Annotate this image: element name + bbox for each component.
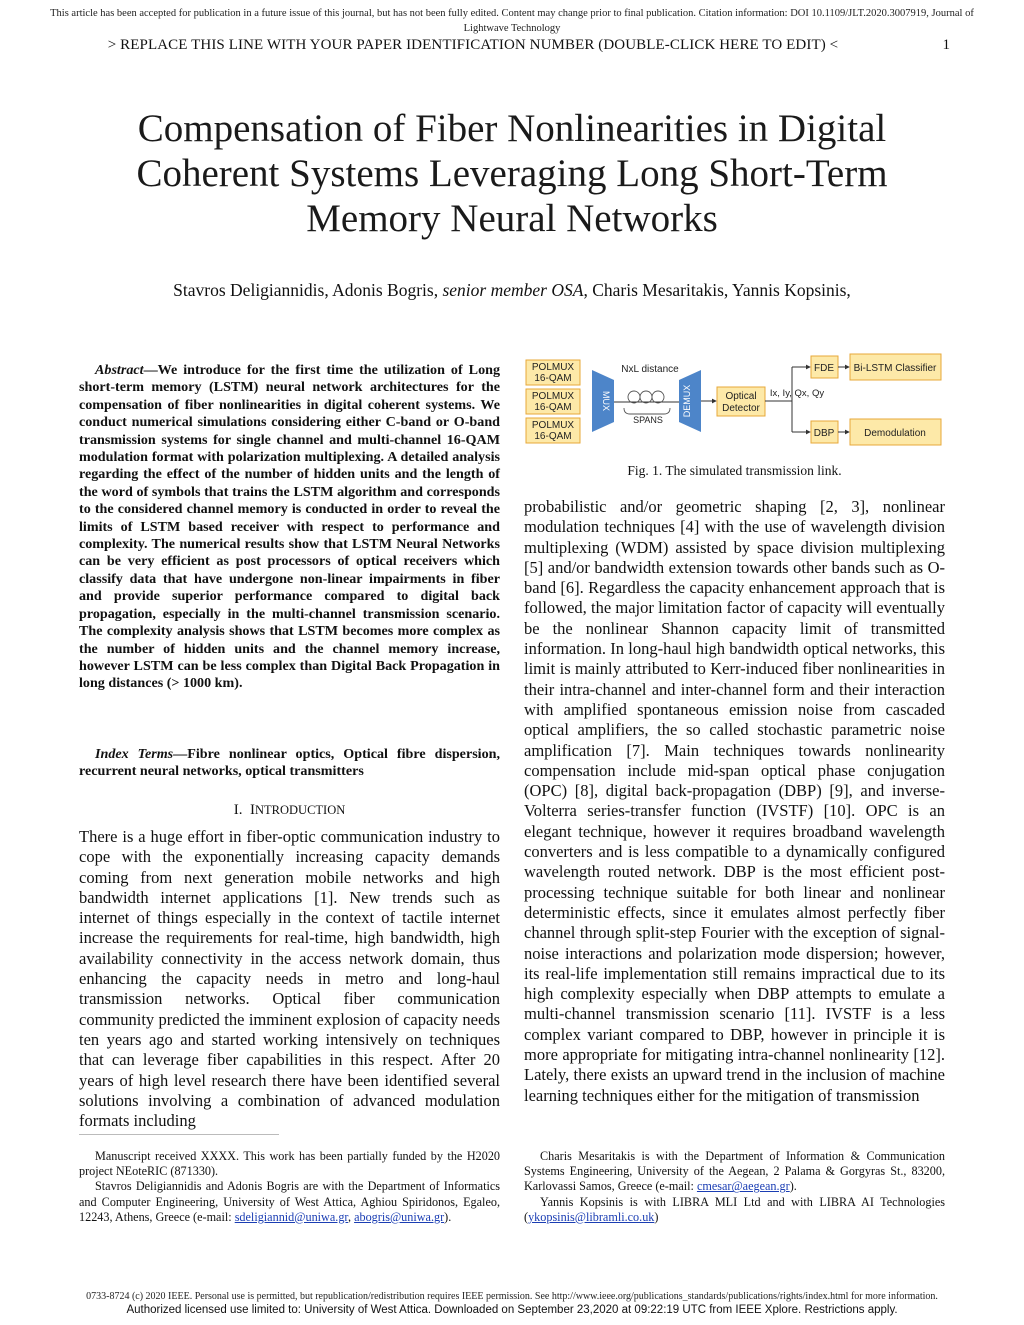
abstract-text: —We introduce for the first time the utilization of Long short-term memory (LSTM) neural network architectures for the compensation of fiber nonlinearities in digital coherent systems. We conduct numerical simulations considering either C-band or O-band transmission systems for single channel and multi-channel 16-QAM modulation format with polarization multiplexing. A detailed analysis regarding the effect of the number of hidden units and the length of the word of symbols that trains the LSTM algorithm and corresponds to the considered channel memory is conducted in order to reveal the limits of LSTM based receiver with respect to performance and complexity. The numerical results show that LSTM Neural Networks can be very efficient as post processors of optical receivers which classify data that have undergone non-linear impairments in fiber and provide superior performance compared to digital back propagation, especially in the multi-channel transmission scenario. The complexity analysis shows that LSTM becomes more complex as the number of hidden units and the channel memory increase, however LSTM can be less complex than Digital Back Propagation in long distances (> 1000 km). — [79, 362, 500, 692]
running-head: > REPLACE THIS LINE WITH YOUR PAPER IDENTIFICATION NUMBER (DOUBLE-CLICK HERE TO EDIT) < — [107, 37, 839, 53]
abstract — [79, 362, 500, 693]
footnote-affiliation-aegean — [524, 1149, 945, 1195]
footnote-libra-text: Yannis Kopsinis is with LIBRA MLI Ltd and with LIBRA AI Technologies ( — [524, 1194, 945, 1224]
footnote-rule — [79, 1134, 279, 1135]
footnote-uniwa-end: ). — [444, 1209, 452, 1224]
spans-brace — [624, 408, 670, 414]
index-terms-text: —Fibre nonlinear optics, Optical fibre dispersion, recurrent neural networks, optical transmitters — [79, 746, 501, 780]
classifier-label: Bi-LSTM Classifier — [853, 363, 937, 374]
section-number: I. — [233, 802, 243, 818]
footnote-aegean-text: Charis Mesaritakis is with the Department of Information & Communication Systems Engineering, University of the Aegean, 2 Palama & Gorgyras St., 83200, Karlovassi Samos, Greece (e-mail: — [524, 1149, 945, 1194]
detector-outputs-label: Ix, Iy, Qx, Qy — [769, 388, 825, 399]
author-list — [80, 280, 944, 301]
intro-paragraph-right: probabilistic and/or geometric shaping [2, 3], nonlinear modulation techniques [4] with the use of wavelength division multiplexing (WDM) assisted by space division multiplexing [5] and/or bandwidth extension towards other bands such as O-band [6]. Regardless the capacity enhancement approach that is followed, the major limitation factor of capacity will eventually be the nonlinear Shannon capacity limit of transmitted information. In long-haul high bandwidth optical networks, this limit is mainly attributed to Kerr-induced fiber nonlinearities in their intra-channel and inter-channel form and their interaction with amplified spontaneous emission noise from cascaded optical amplifiers, the so called stochastic parametric noise amplification [7]. Main techniques towards nonlinearity compensation include mid-span optical phase conjugation (OPC) [8], digital back-propagation (DBP) [9], and inverse-Volterra series-transfer function (IVSTF) [10]. OPC is an elegant technique, however it requires broadband wavelength converters and is less compatible to a dynamically configured wavelength routed network. DBP is the most efficient post-processing technique suitable for both linear and nonlinear deterministic effects, since it emulates almost perfectly fiber channel through split-step Fourier with the exception of signal-noise interactions and polarization mode dispersion; however, its real-life implementation still remains impractical due to its high complexity especially when DBP attempts to emulate a multi-channel transmission scenario [11]. IVSTF is a less complex variant compared to DBP, however in principle it is more appropriate for mitigating intra-channel nonlinearity [12]. Lately, there exists an upward trend in the inclusion of machine learning techniques either for the mitigation of transmission — [524, 497, 945, 1105]
footnotes-left — [79, 1149, 500, 1225]
polmux1-line1: POLMUX — [531, 362, 575, 373]
author-role: senior member OSA — [442, 280, 584, 300]
authors-part1: Stavros Deligiannidis, Adonis Bogris, — [173, 280, 443, 300]
mux-label: MUX — [601, 391, 611, 411]
transmission-link-diagram — [524, 350, 945, 462]
fiber-coil-1 — [628, 391, 640, 403]
detector-line1: Optical — [725, 391, 757, 402]
index-terms-label: Index Terms — [95, 746, 174, 762]
polmux3-line2: 16-QAM — [534, 431, 572, 442]
footnote-libra-end: ) — [654, 1209, 659, 1224]
email-link-cmesar[interactable]: cmesar@aegean.gr — [696, 1179, 790, 1194]
fiber-coil-3 — [652, 391, 664, 403]
section-heading-introduction — [79, 802, 500, 819]
demodulation-label: Demodulation — [864, 428, 926, 439]
polmux3-line1: POLMUX — [531, 420, 575, 431]
footnote-manuscript: Manuscript received XXXX. This work has been partially funded by the H2020 project NEoteRIC (871330). — [79, 1149, 500, 1179]
spans-label: SPANS — [633, 415, 663, 425]
paper-title: Compensation of Fiber Nonlinearities in Digital Coherent Systems Leveraging Long Short-Term Memory Neural Networks — [136, 107, 888, 240]
section-title-rest: NTRODUCTION — [254, 803, 346, 817]
page-number: 1 — [942, 37, 950, 53]
figure-transmission-link — [524, 350, 945, 462]
dbp-label: DBP — [813, 428, 835, 439]
figure-caption: Fig. 1. The simulated transmission link. — [627, 463, 842, 478]
authors-part2: , Charis Mesaritakis, Yannis Kopsinis, — [583, 280, 851, 300]
license-notice: Authorized licensed use limited to: University of West Attica. Downloaded on September 23,2020 at 09:22:19 UTC from IEEE Xplore. Restrictions apply. — [126, 1304, 898, 1316]
polmux2-line2: 16-QAM — [534, 402, 572, 413]
email-link-abogris[interactable]: abogris@uniwa.gr — [354, 1209, 445, 1224]
email-link-sdeligiannid[interactable]: sdeligiannid@uniwa.gr — [234, 1209, 348, 1224]
footnote-uniwa-text: Stavros Deligiannidis and Adonis Bogris are with the Department of Informatics and Computer Engineering, University of West Attica, Aghiou Spiridonos, Egaleo, 12243, Athens, Greece (e-mail: — [79, 1179, 500, 1224]
index-terms — [79, 746, 500, 781]
polmux1-line2: 16-QAM — [534, 373, 572, 384]
footnote-affiliation-uniwa — [79, 1179, 500, 1225]
footnotes-right — [524, 1149, 945, 1225]
email-link-ykopsinis[interactable]: ykopsinis@libramli.co.uk — [528, 1209, 655, 1224]
fiber-coil-2 — [640, 391, 652, 403]
section-initial: I — [249, 802, 255, 818]
abstract-label: Abstract — [95, 362, 144, 378]
copyright-notice: 0733-8724 (c) 2020 IEEE. Personal use is permitted, but republication/redistribution requires IEEE permission. See http://www.ieee.org/publications_standards/publications/rights/index.html for more information. — [86, 1291, 938, 1302]
demux-label: DEMUX — [682, 384, 692, 418]
distance-label: NxL distance — [621, 364, 679, 375]
fde-label: FDE — [814, 363, 834, 374]
footnote-affiliation-libra — [524, 1195, 945, 1225]
intro-paragraph-left: There is a huge effort in fiber-optic communication industry to cope with the exponentially increasing capacity demands coming from next generation mobile networks and high bandwidth internet applications [1]. New trends such as internet of things especially in the context of tactile internet increase the requirements for real-time, high bandwidth, high availability connectivity in the access network domain, thus enhancing the capacity needs in metro and long-haul transmission networks. Optical fiber communication community predicted the imminent explosion of capacity needs ten years ago and started working intensively on techniques that can leverage fiber capabilities in this respect. After 20 years of high level research there have been identified several solutions involving a combination of advanced modulation formats including — [79, 827, 500, 1131]
detector-line2: Detector — [722, 403, 760, 414]
journal-banner: This article has been accepted for publication in a future issue of this journal, but has not been fully edited. Content may change prior to final publication. Citation information: DOI 10.1109/JLT.2020.3007919, Journal of Lightwave Technology — [50, 8, 974, 34]
footnote-aegean-end: ). — [789, 1179, 797, 1194]
polmux2-line1: POLMUX — [531, 391, 575, 402]
email-separator: , — [347, 1209, 355, 1224]
